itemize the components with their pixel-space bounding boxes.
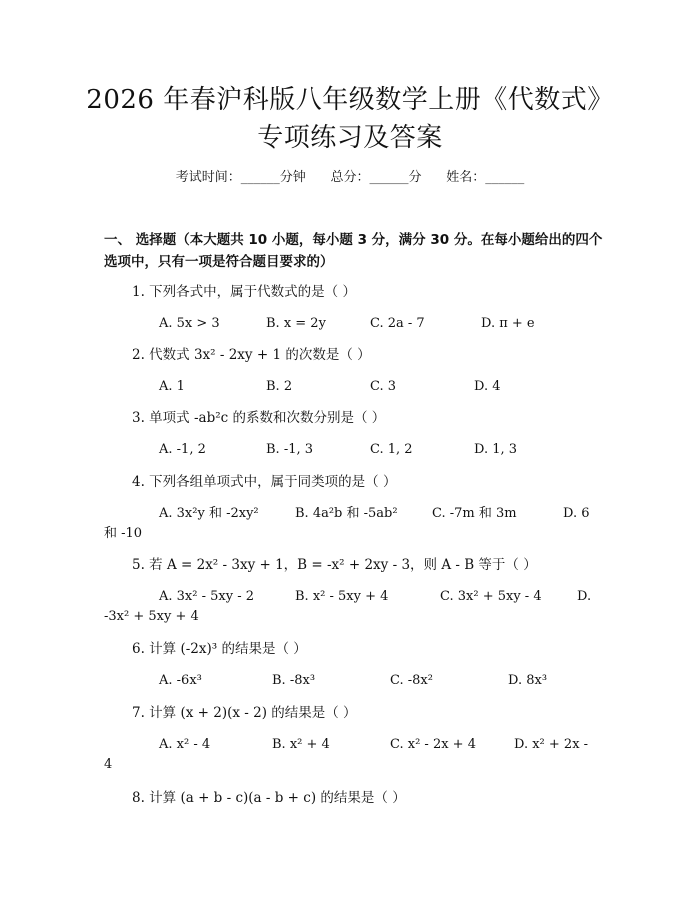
question-stem: 5. 若 A = 2x² - 3xy + 1，B = -x² + 2xy - 3，则 A - B 等于（ ） — [132, 557, 537, 573]
option-b: B. 2 — [266, 379, 293, 394]
question-stem: 1. 下列各式中，属于代数式的是（ ） — [132, 284, 356, 300]
option-c: C. x² - 2x + 4 — [390, 737, 476, 752]
option-b: B. -8x³ — [272, 673, 316, 688]
option-c: C. 3 — [370, 379, 397, 394]
option-c: C. 1, 2 — [370, 442, 413, 457]
option-b: B. x² + 4 — [272, 737, 330, 752]
document-title-line2: 专项练习及答案 — [257, 123, 443, 153]
option-d: D. 1, 3 — [474, 442, 518, 457]
option-c: C. -7m 和 3m — [432, 506, 517, 521]
option-continuation: -3x² + 5xy + 4 — [104, 609, 199, 624]
option-d: D. π + e — [481, 316, 535, 331]
option-b: B. 4a²b 和 -5ab² — [295, 506, 398, 521]
section-heading-continued: 选项中，只有一项是符合题目要求的） — [104, 254, 334, 270]
option-a: A. -6x³ — [159, 673, 202, 688]
option-b: B. -1, 3 — [266, 442, 314, 457]
question-stem: 7. 计算 (x + 2)(x - 2) 的结果是（ ） — [132, 705, 357, 721]
option-a: A. 1 — [159, 379, 185, 394]
option-c: C. 2a - 7 — [370, 316, 425, 331]
question-stem: 6. 计算 (-2x)³ 的结果是（ ） — [132, 641, 307, 657]
option-b: B. x = 2y — [266, 316, 326, 331]
option-d: D. x² + 2x - — [514, 737, 589, 752]
option-d: D. 6 — [563, 506, 590, 521]
question-stem: 2. 代数式 3x² - 2xy + 1 的次数是（ ） — [132, 347, 371, 363]
section-heading: 一、 选择题（本大题共 10 小题，每小题 3 分，满分 30 分。在每小题给出的四个 — [104, 232, 603, 248]
option-d: D. 8x³ — [508, 673, 548, 688]
option-continuation: 4 — [104, 757, 113, 772]
option-a: A. 3x² - 5xy - 2 — [159, 589, 254, 604]
question-stem: 8. 计算 (a + b - c)(a - b + c) 的结果是（ ） — [132, 790, 406, 806]
option-a: A. 5x > 3 — [159, 316, 220, 331]
option-b: B. x² - 5xy + 4 — [295, 589, 389, 604]
exam-info: 考试时间：______分钟 总分：______分 姓名：______ — [175, 170, 525, 185]
option-d: D. — [577, 589, 592, 604]
option-d: D. 4 — [474, 379, 501, 394]
option-a: A. 3x²y 和 -2xy² — [159, 506, 259, 521]
option-a: A. x² - 4 — [159, 737, 211, 752]
option-c: C. -8x² — [390, 673, 433, 688]
option-continuation: 和 -10 — [104, 526, 143, 541]
question-stem: 3. 单项式 -ab²c 的系数和次数分别是（ ） — [132, 410, 386, 426]
option-c: C. 3x² + 5xy - 4 — [440, 589, 542, 604]
option-a: A. -1, 2 — [159, 442, 206, 457]
question-stem: 4. 下列各组单项式中，属于同类项的是（ ） — [132, 474, 397, 490]
document-title-line1: 2026 年春沪科版八年级数学上册《代数式》 — [86, 85, 614, 115]
